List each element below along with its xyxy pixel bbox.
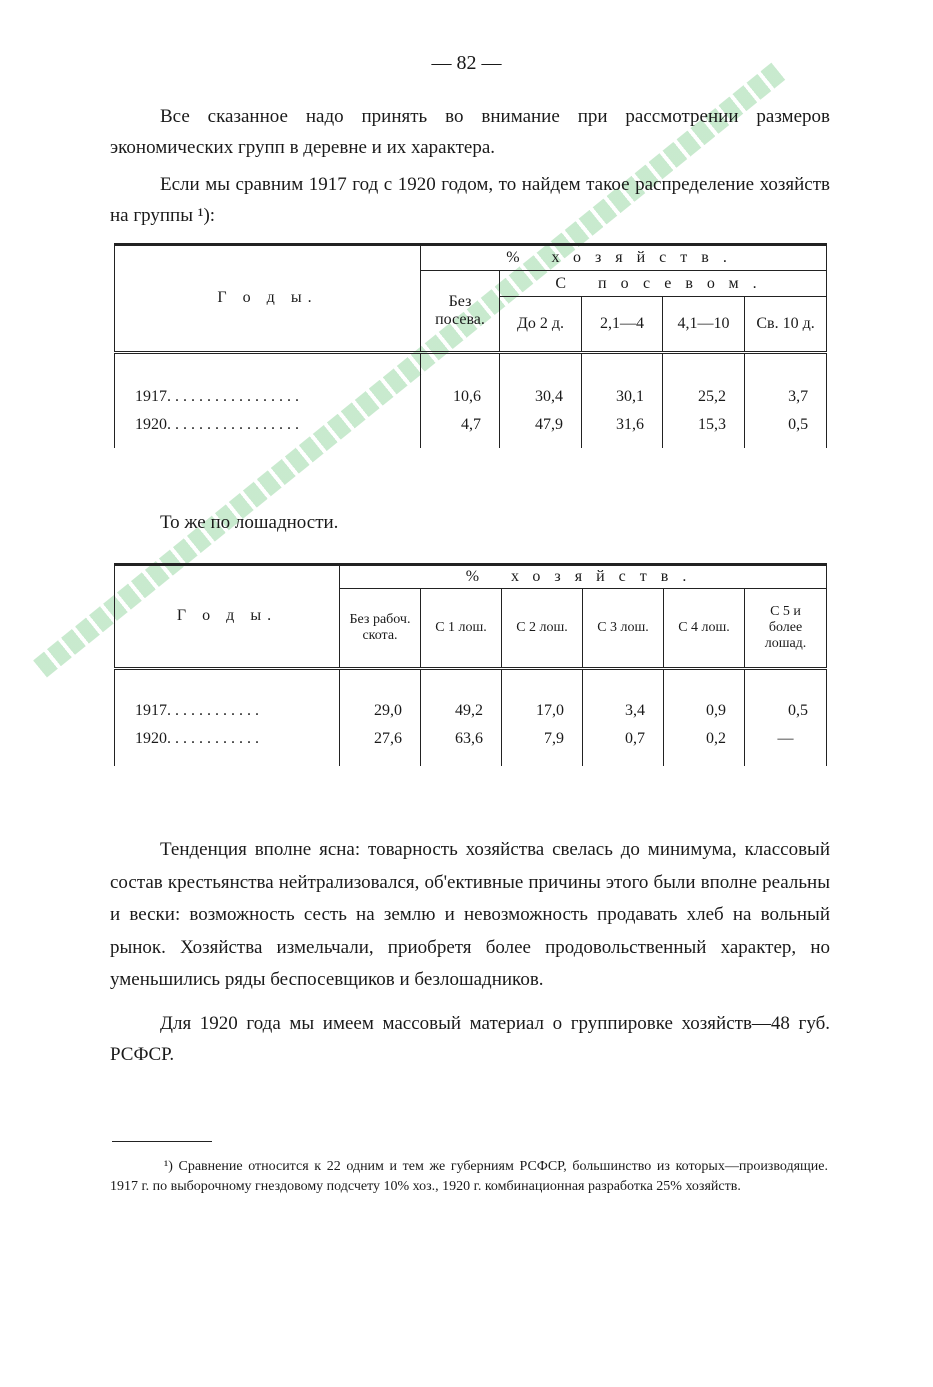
table-cell: 63,6 <box>421 724 502 766</box>
table-cell: 15,3 <box>663 410 745 448</box>
table-header-percent: % хозяйств. <box>421 245 827 271</box>
table-cell: 0,5 <box>745 410 827 448</box>
table-header-percent: % хозяйств. <box>340 565 827 589</box>
table-cell: 4,7 <box>421 410 500 448</box>
table-header-sowing: С посевом. <box>500 271 827 297</box>
table-header-col: Без рабоч. скота. <box>340 589 421 667</box>
table-cell: 25,2 <box>663 352 745 410</box>
table-cell: 0,7 <box>583 724 664 766</box>
table-header-col: 2,1—4 <box>582 297 663 351</box>
paragraph-4: Тенденция вполне ясна: товарность хозяйства свелась до минимума, классовый состав крестьянства нейтрализовался, об'ективные причины этого были вполне реальны и вески: возможность сесть на землю и невозможность продавать хлеб на вольный рынок. Хозяйства измельчали, приобретя более продовольственный характер, но уменьшились ряды беспосевщиков и безлошадников. <box>110 839 830 990</box>
table-row-year: 1920. . . . . . . . . . . . <box>115 724 340 766</box>
table-row-year: 1920. . . . . . . . . . . . . . . . . <box>115 410 421 448</box>
page-number: — 82 — <box>431 52 502 74</box>
table-header-col: Св. 10 д. <box>745 297 827 351</box>
table-header-col: С 5 и более лошад. <box>745 589 827 667</box>
footnote-rule <box>112 1141 212 1142</box>
table-row-year: 1917. . . . . . . . . . . . . . . . . <box>115 352 421 410</box>
table-cell: 0,2 <box>664 724 745 766</box>
paragraph-2: Если мы сравним 1917 год с 1920 годом, то найдем такое распределение хозяйств на группы ¹): <box>110 174 830 226</box>
table-cell: 49,2 <box>421 668 502 724</box>
table-header-col: С 2 лош. <box>502 589 583 667</box>
table-header-col: С 3 лош. <box>583 589 664 667</box>
table-header-col: С 1 лош. <box>421 589 502 667</box>
table-cell: 29,0 <box>340 668 421 724</box>
table-cell: 0,9 <box>664 668 745 724</box>
paragraph-3: То же по лошадности. <box>160 512 339 533</box>
table-header-col: До 2 д. <box>500 297 582 351</box>
table-cell: 17,0 <box>502 668 583 724</box>
table-header-years: Г о д ы. <box>115 565 340 667</box>
table-header-no-sowing: Без посева. <box>421 271 500 351</box>
table-cell: — <box>745 724 827 766</box>
table-cell: 30,1 <box>582 352 663 410</box>
paragraph-1: Все сказанное надо принять во внимание при рассмотрении размеров экономических групп в деревне и их характера. <box>110 106 830 158</box>
table-horses <box>114 563 827 766</box>
table-header-years: Г о д ы. <box>115 245 421 351</box>
table-cell: 47,9 <box>500 410 582 448</box>
table-cell: 27,6 <box>340 724 421 766</box>
table-cell: 3,7 <box>745 352 827 410</box>
paragraph-5: Для 1920 года мы имеем массовый материал о группировке хозяйств—48 губ. РСФСР. <box>110 1013 830 1065</box>
table-cell: 0,5 <box>745 668 827 724</box>
footnote: ¹) Сравнение относится к 22 одним и тем же губерниям РСФСР, большинство из которых—производящие. 1917 г. по выборочному гнездовому подсчету 10% хоз., 1920 г. комбинационная разработка 25% хозяйств. <box>110 1159 828 1194</box>
table-cell: 31,6 <box>582 410 663 448</box>
table-cell: 30,4 <box>500 352 582 410</box>
table-header-col: С 4 лош. <box>664 589 745 667</box>
table-row-year: 1917. . . . . . . . . . . . <box>115 668 340 724</box>
table-header-col: 4,1—10 <box>663 297 745 351</box>
table-cell: 3,4 <box>583 668 664 724</box>
table-cell: 10,6 <box>421 352 500 410</box>
table-sowing <box>114 243 827 448</box>
table-cell: 7,9 <box>502 724 583 766</box>
